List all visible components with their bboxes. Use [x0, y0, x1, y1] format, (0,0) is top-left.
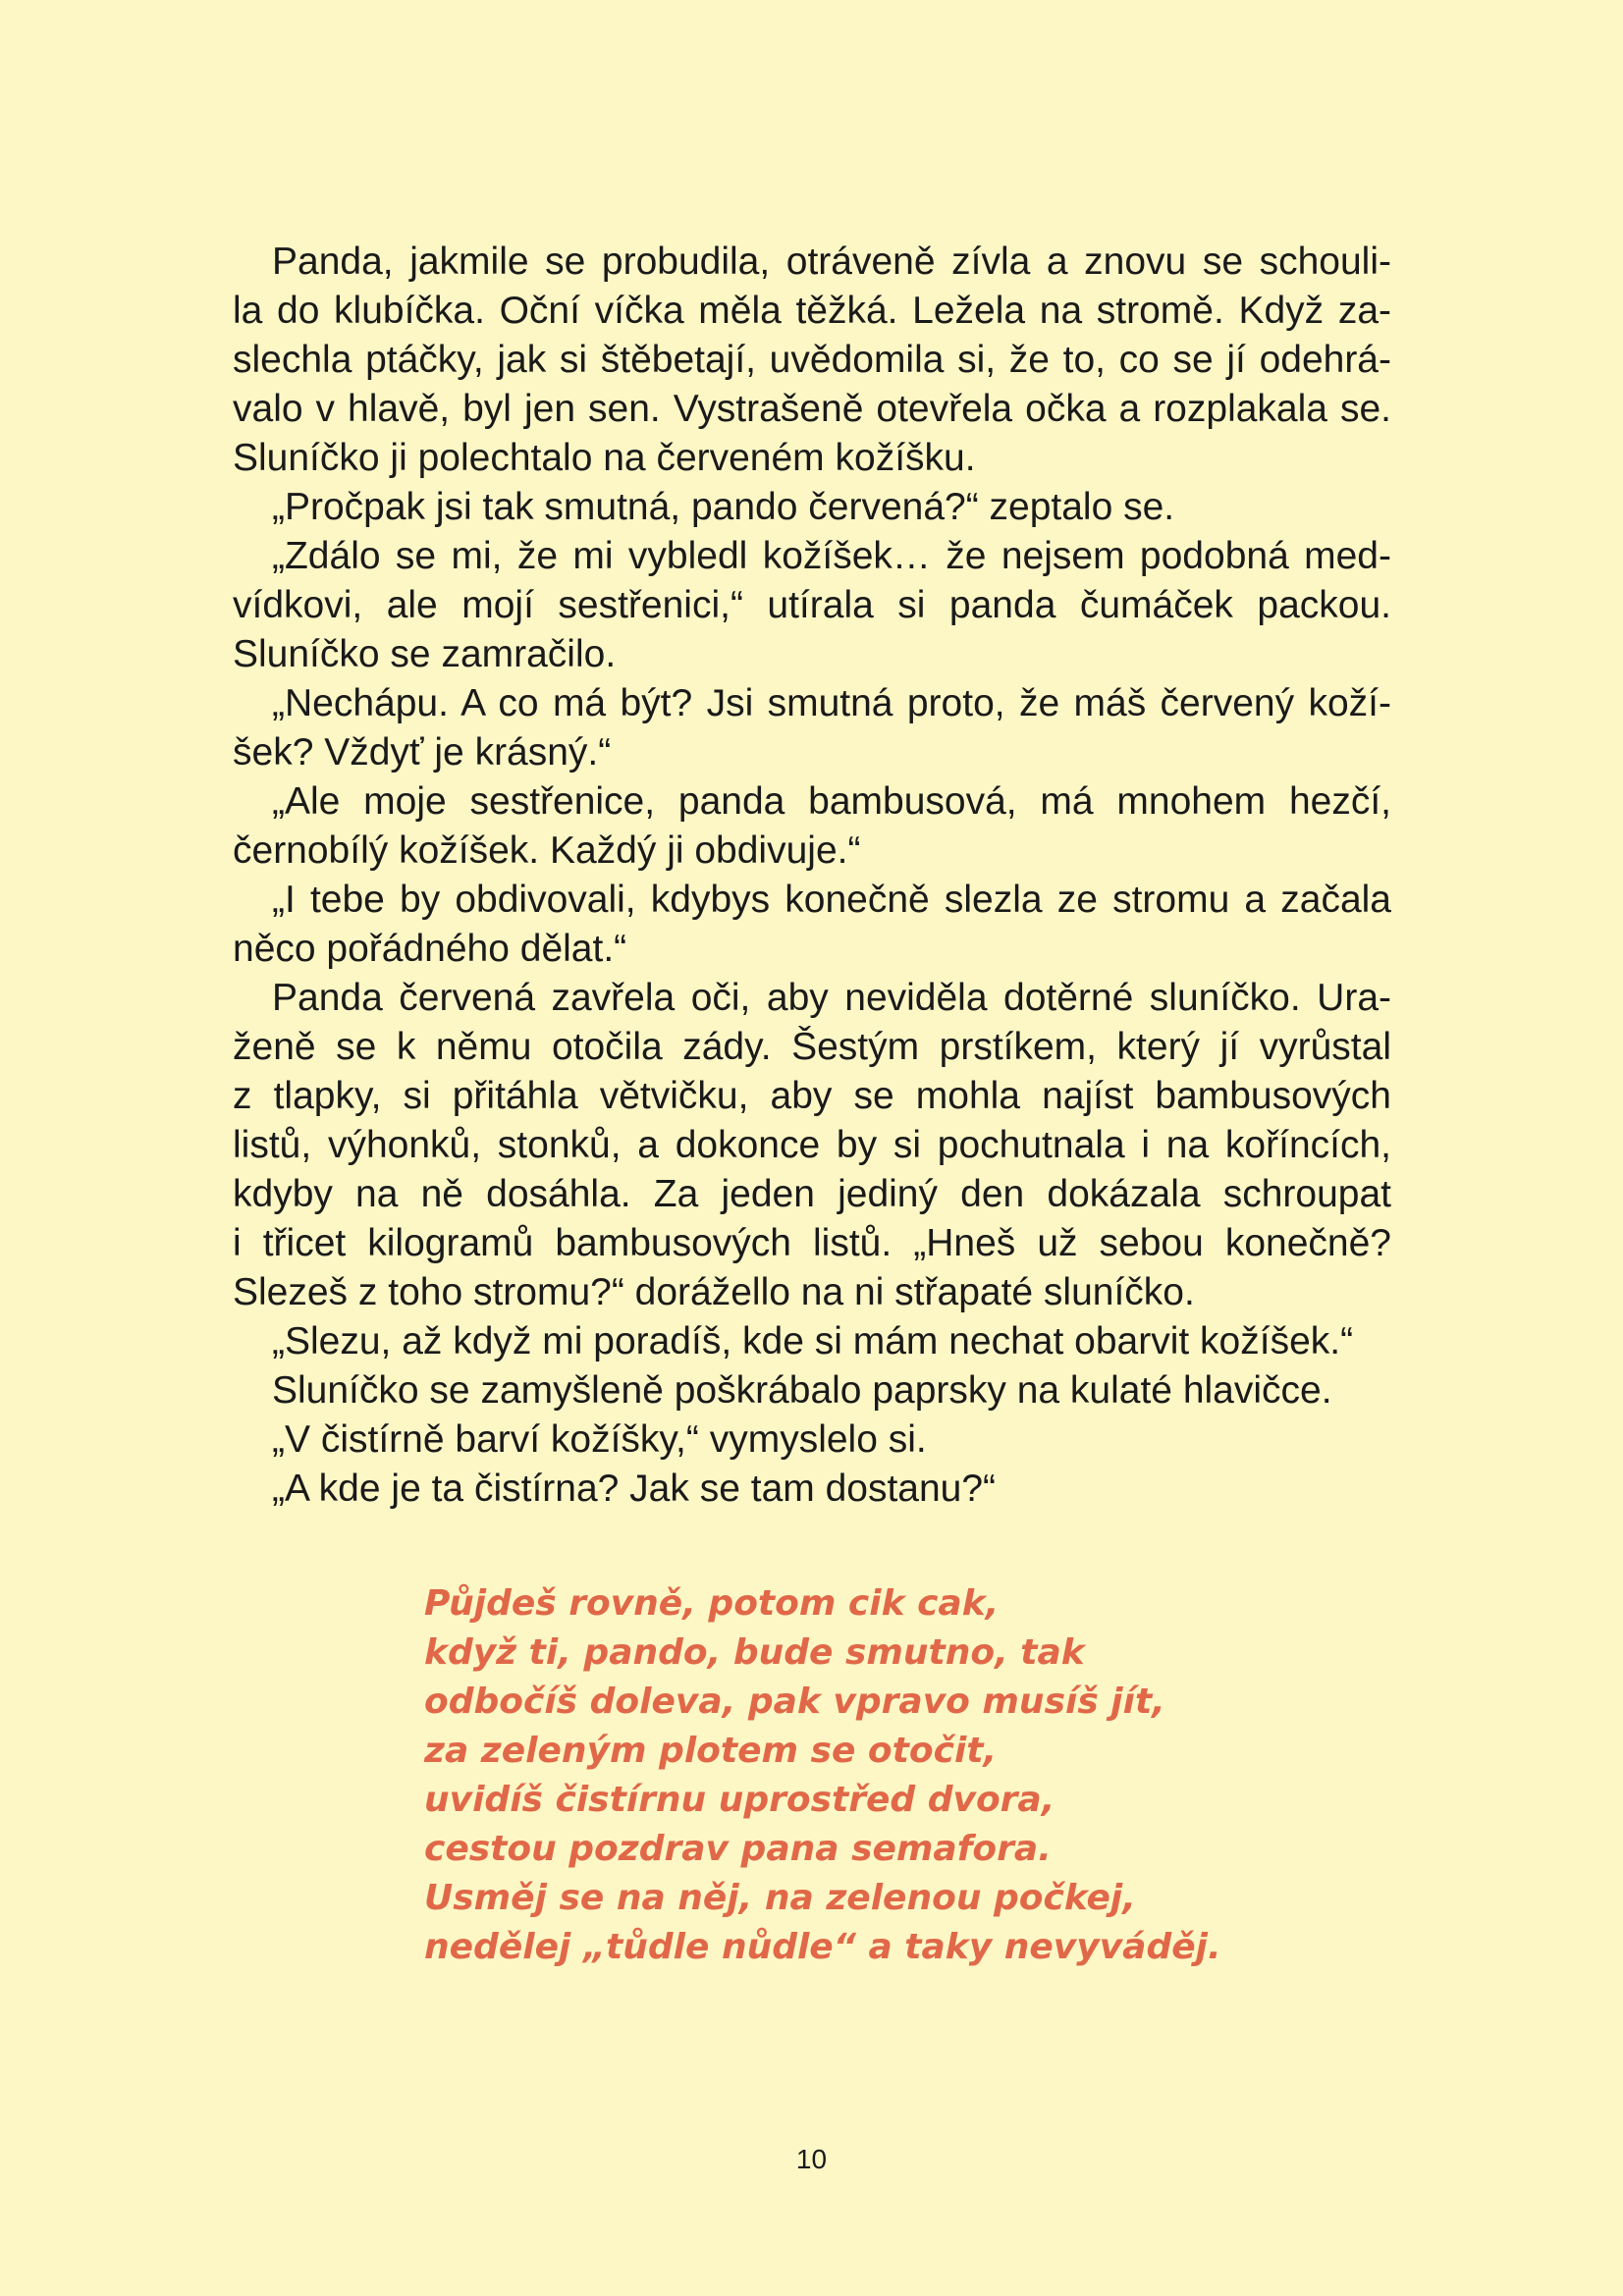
paragraph-line: valo v hlavě, byl jen sen. Vystrašeně otevřela očka a rozplakala se. [233, 388, 1391, 430]
poem-line: za zeleným plotem se otočit, [424, 1731, 998, 1771]
paragraph-line: něco pořádného dělat.“ [233, 928, 627, 970]
poem-line: když ti, pando, bude smutno, tak [424, 1632, 1085, 1673]
paragraph-line: „Pročpak jsi tak smutná, pando červená?“ zeptalo se. [272, 486, 1175, 528]
paragraph-line: ženě se k němu otočila zády. Šestým prstíkem, který jí vyrůstal [233, 1026, 1391, 1068]
paragraph-line: „V čistírně barví kožíšky,“ vymyslelo si. [272, 1418, 927, 1461]
paragraph-line: šek? Vždyť je krásný.“ [233, 731, 612, 774]
paragraph-line: kdyby na ně dosáhla. Za jeden jediný den dokázala schroupat [233, 1173, 1391, 1215]
paragraph-line: „Ale moje sestřenice, panda bambusová, má mnohem hezčí, [272, 780, 1391, 823]
poem-line: Půjdeš rovně, potom cik cak, [424, 1583, 1000, 1624]
paragraph-line: „Slezu, až když mi poradíš, kde si mám nechat obarvit kožíšek.“ [272, 1320, 1354, 1362]
paragraph-line: Sluníčko se zamyšleně poškrábalo paprsky na kulaté hlavičce. [272, 1369, 1332, 1412]
paragraph-line: „Nechápu. A co má být? Jsi smutná proto, že máš červený koží- [272, 682, 1391, 724]
paragraph-line: „A kde je ta čistírna? Jak se tam dostanu?“ [272, 1468, 997, 1510]
poem-line: uvidíš čistírnu uprostřed dvora, [424, 1780, 1055, 1820]
paragraph-line: vídkovi, ale mojí sestřenici,“ utírala si panda čumáček packou. [233, 584, 1391, 626]
poem [424, 1579, 1308, 1972]
paragraph-line: Panda červená zavřela oči, aby neviděla dotěrné sluníčko. Ura- [272, 977, 1391, 1019]
page-number: 10 [795, 2144, 828, 2174]
paragraph-line: slechla ptáčky, jak si štěbetají, uvědomila si, že to, co se jí odehrá- [233, 339, 1391, 381]
poem-line: Usměj se na něj, na zelenou počkej, [424, 1878, 1136, 1918]
paragraph-line: Panda, jakmile se probudila, otráveně zívla a znovu se schouli- [272, 240, 1391, 283]
poem-line: odbočíš doleva, pak vpravo musíš jít, [424, 1682, 1165, 1722]
paragraph-line: z tlapky, si přitáhla větvičku, aby se mohla najíst bambusových [233, 1075, 1391, 1117]
paragraph-line: Sluníčko se zamračilo. [233, 633, 617, 675]
poem-line: cestou pozdrav pana semafora. [424, 1829, 1052, 1869]
paragraph-line: Slezeš z toho stromu?“ dorážello na ni střapaté sluníčko. [233, 1271, 1195, 1313]
paragraph-line: listů, výhonků, stonků, a dokonce by si pochutnala i na koříncích, [233, 1124, 1391, 1166]
paragraph-line: la do klubíčka. Oční víčka měla těžká. Ležela na stromě. Když za- [233, 290, 1391, 332]
poem-line: nedělej „tůdle nůdle“ a taky nevyváděj. [424, 1927, 1221, 1967]
paragraph-line: Sluníčko ji polechtalo na červeném kožíšku. [233, 437, 976, 479]
paragraph-line: černobílý kožíšek. Každý ji obdivuje.“ [233, 829, 861, 872]
paragraph-line: „I tebe by obdivovali, kdybys konečně slezla ze stromu a začala [272, 879, 1391, 921]
paragraph-line: i třicet kilogramů bambusových listů. „Hneš už sebou konečně? [233, 1222, 1391, 1264]
paragraph-line: „Zdálo se mi, že mi vybledl kožíšek… že nejsem podobná med- [272, 535, 1391, 577]
story-text [233, 238, 1391, 1514]
